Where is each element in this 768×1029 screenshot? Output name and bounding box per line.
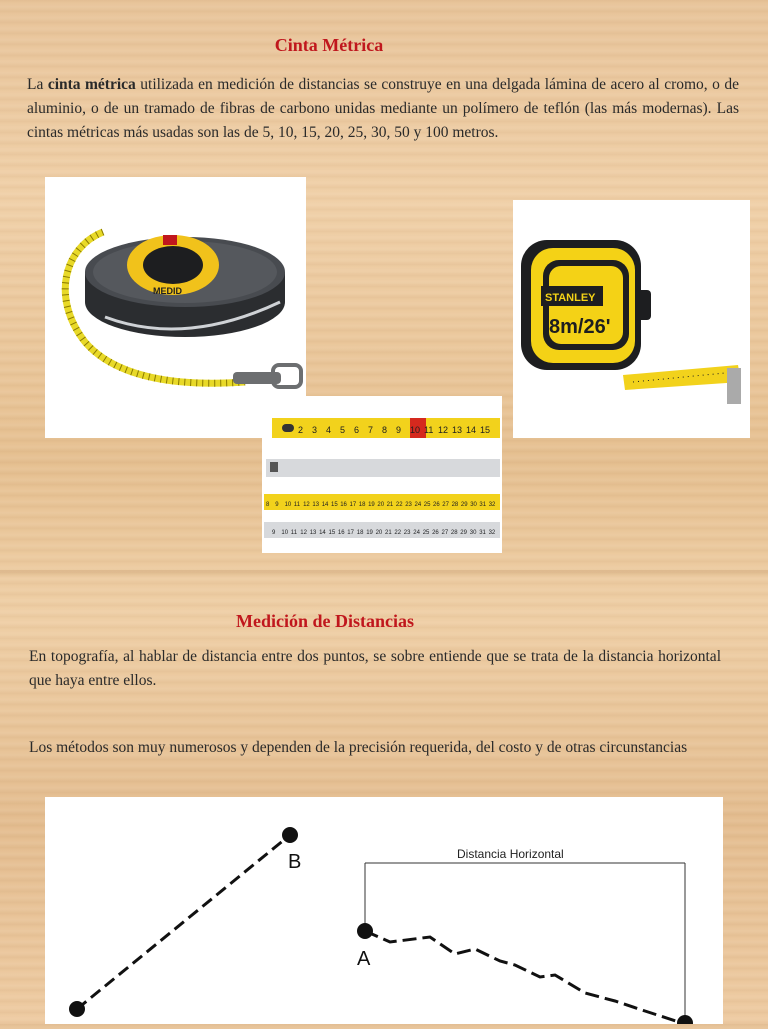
medicion-paragraph-2: Los métodos son muy numerosos y dependen de la precisión requerida, del costo y de otras circunstancias (29, 739, 688, 756)
para-prefix: La (27, 76, 48, 93)
point-end-marker (677, 1015, 693, 1024)
ruler-number: 4 (326, 425, 332, 435)
ruler-number: 12 (303, 502, 310, 508)
ruler-number: 21 (385, 530, 392, 536)
ruler-number: 3 (312, 425, 318, 435)
ruler-number: 25 (422, 530, 430, 536)
ruler-number: 10 (410, 425, 421, 435)
ruler-number: 9 (272, 530, 276, 536)
ruler-number: 15 (480, 425, 491, 435)
ruler-number: 24 (413, 530, 420, 536)
ruler-number: 7 (368, 425, 374, 435)
ruler-number: 27 (442, 502, 449, 508)
ruler-number: 32 (488, 530, 496, 536)
label-a: A (357, 948, 371, 970)
para-bold-term: cinta métrica (47, 76, 136, 93)
ruler-number: 28 (451, 502, 459, 508)
ruler-number: 26 (433, 502, 440, 508)
ruler-number: 22 (394, 530, 402, 536)
ruler-number: 14 (466, 425, 477, 435)
ruler-number: 23 (405, 502, 412, 508)
tape-size: 8m/26' (549, 316, 611, 338)
ruler-number: 6 (354, 425, 360, 435)
ruler-number: 23 (403, 530, 411, 536)
ruler-number: 10 (284, 502, 292, 508)
ruler-number: 12 (438, 425, 449, 435)
ruler-number: 11 (293, 502, 301, 508)
ruler-number: 13 (312, 502, 320, 508)
page-separator (0, 570, 768, 578)
point-a-marker (357, 923, 373, 939)
ruler-number: 24 (414, 502, 422, 508)
medicion-paragraph-1: En topografía, al hablar de distancia entre dos puntos, se sobre entiende que se trata de la distancia horizontal que haya entre ellos. (29, 648, 721, 689)
para-rest: utilizada en medición de distancias se construye en una delgada lámina de acero al cromo, o de aluminio, o de un tramado de fibras de carbono unidas mediante un polímero de teflón (las más modernas). Las cintas métricas más usadas son las de 5, 10, 15, 20, 25, 30, 50 y 100 metros. (27, 76, 739, 141)
ruler-number: 28 (450, 530, 458, 536)
ruler-number: 31 (479, 530, 486, 536)
section-title-medicion: Medición de Distancias (236, 611, 414, 631)
ruler-number: 30 (470, 502, 477, 508)
ruler-number: 5 (340, 425, 346, 435)
ruler-number: 32 (488, 502, 496, 508)
ruler-number: 22 (395, 502, 403, 508)
ruler-number: 31 (479, 502, 487, 508)
point-left-marker (69, 1001, 85, 1017)
reel-brand-label: MEDID (153, 286, 182, 296)
ruler-number: 2 (298, 425, 304, 435)
ruler-number: 11 (290, 530, 298, 536)
ruler-number: 16 (337, 530, 345, 536)
ruler-number: 20 (375, 530, 383, 536)
ruler-number: 17 (347, 530, 354, 536)
ruler-number: 8 (266, 502, 270, 508)
ruler-number: 10 (281, 530, 289, 536)
label-distancia-horizontal: Distancia Horizontal (457, 847, 564, 861)
slope-line (77, 835, 290, 1009)
section-title-cinta-metrica: Cinta Métrica (274, 35, 384, 55)
ruler-number: 26 (432, 530, 439, 536)
distance-diagram (45, 797, 723, 1024)
ruler-number: 27 (441, 530, 449, 536)
ruler-number: 13 (452, 425, 463, 435)
ruler-number: 16 (340, 502, 347, 508)
cinta-metrica-paragraph (27, 73, 739, 145)
ruler-number: 25 (423, 502, 431, 508)
ruler-number: 20 (377, 502, 385, 508)
ruler-number: 30 (469, 530, 477, 536)
ruler-number: 19 (366, 530, 373, 536)
point-b-marker (282, 827, 298, 843)
ruler-number: 9 (275, 502, 279, 508)
ruler-number: 9 (396, 425, 402, 435)
ruler-strips-photo (262, 396, 502, 553)
ruler-number: 14 (321, 502, 329, 508)
ruler-number: 29 (460, 502, 468, 508)
ruler-number: 8 (382, 425, 388, 435)
ruler-number: 13 (309, 530, 317, 536)
ruler-number: 18 (356, 530, 364, 536)
ruler-number: 19 (368, 502, 375, 508)
ruler-number: 12 (300, 530, 307, 536)
ruler-number: 17 (349, 502, 357, 508)
tape-brand: STANLEY (545, 292, 596, 304)
ruler-number: 29 (460, 530, 467, 536)
stanley-tape-photo (513, 200, 750, 438)
ruler-number: 14 (319, 530, 326, 536)
terrain-profile-line (365, 931, 685, 1024)
ruler-number: 18 (358, 502, 366, 508)
ruler-number: 15 (331, 502, 338, 508)
ruler-number: 21 (386, 502, 394, 508)
label-b: B (288, 851, 302, 873)
ruler-number: 11 (424, 425, 434, 435)
ruler-number: 15 (328, 530, 336, 536)
